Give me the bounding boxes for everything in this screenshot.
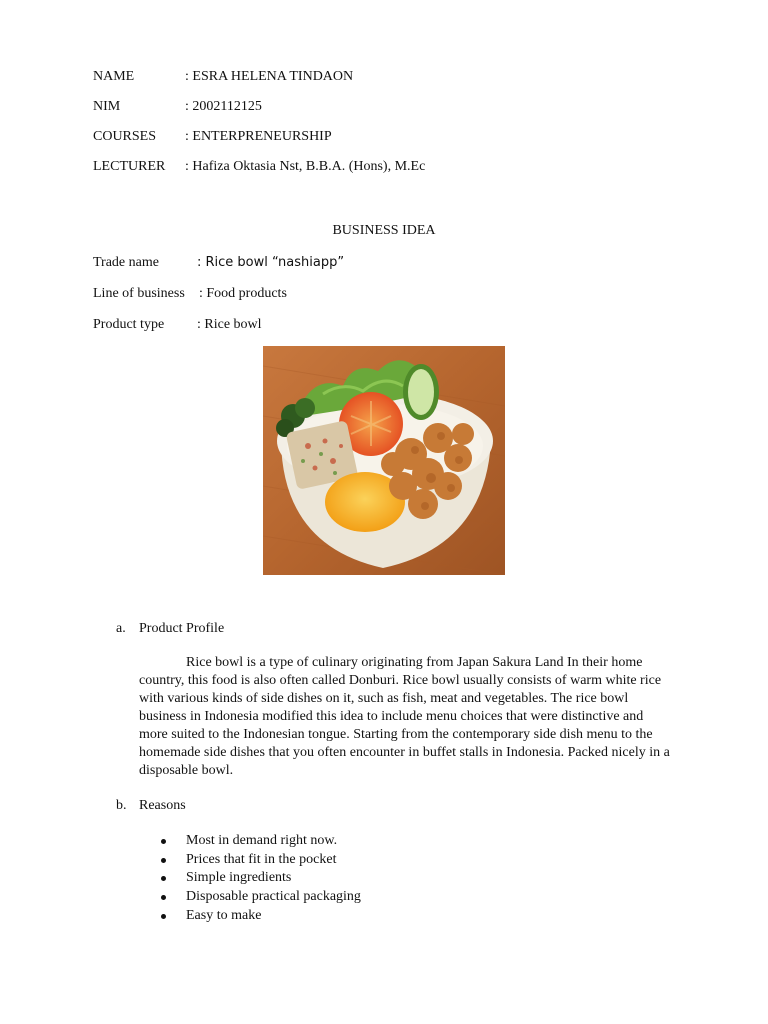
reason-text: Simple ingredients: [186, 870, 292, 886]
product-profile-text: Rice bowl is a type of culinary originating from Japan Sakura Land In their home country, this food is also often called Donburi. Rice bowl usually consists of warm white rice with various kinds of side dishes on it, such as fish, meat and vegetables. The rice bowl business in Indonesia modified this idea to include menu choices that were distinctive and more suited to the Indonesian tongue. Starting from the contemporary side dish menu to the homemade side dishes that you often encounter in buffet stalls in Indonesia. Packed nicely in a disposable bowl.: [139, 655, 670, 778]
bullet-icon: [161, 876, 166, 881]
bullet-icon: [161, 895, 166, 900]
section-b-title: Reasons: [139, 798, 186, 813]
business-idea-title: BUSINESS IDEA: [332, 223, 436, 238]
list-item: [139, 888, 361, 907]
trade-name-value: : Rice bowl “nashiapp”: [197, 255, 345, 270]
lecturer-label: LECTURER: [93, 159, 166, 174]
rice-bowl-illustration: [263, 346, 505, 575]
courses-label: COURSES: [93, 129, 157, 144]
trade-name-label: Trade name: [93, 255, 159, 270]
reasons-list: [139, 832, 361, 925]
product-type-value: : Rice bowl: [197, 317, 262, 332]
lecturer-value: : Hafiza Oktasia Nst, B.B.A. (Hons), M.Ec: [185, 159, 426, 174]
list-item: [139, 869, 361, 888]
reason-text: Disposable practical packaging: [186, 889, 361, 905]
list-item: [139, 851, 361, 870]
line-of-business-label: Line of business: [93, 286, 185, 301]
bullet-icon: [161, 914, 166, 919]
nim-label: NIM: [93, 99, 121, 114]
line-of-business-value: : Food products: [199, 286, 287, 301]
product-profile-paragraph: [139, 654, 671, 780]
section-b-marker: b.: [116, 798, 127, 813]
section-a-title: Product Profile: [139, 621, 225, 636]
product-type-label: Product type: [93, 317, 165, 332]
rice-bowl-photo: [263, 346, 505, 575]
bullet-icon: [161, 858, 166, 863]
nim-value: : 2002112125: [185, 99, 262, 114]
list-item: [139, 832, 361, 851]
bullet-icon: [161, 839, 166, 844]
reason-text: Easy to make: [186, 907, 262, 923]
section-a-marker: a.: [116, 621, 126, 636]
name-value: : ESRA HELENA TINDAON: [185, 69, 354, 84]
courses-value: : ENTERPRENEURSHIP: [185, 129, 332, 144]
name-label: NAME: [93, 69, 135, 84]
reason-text: Most in demand right now.: [186, 833, 338, 848]
reason-text: Prices that fit in the pocket: [186, 851, 337, 867]
list-item: [139, 907, 361, 926]
